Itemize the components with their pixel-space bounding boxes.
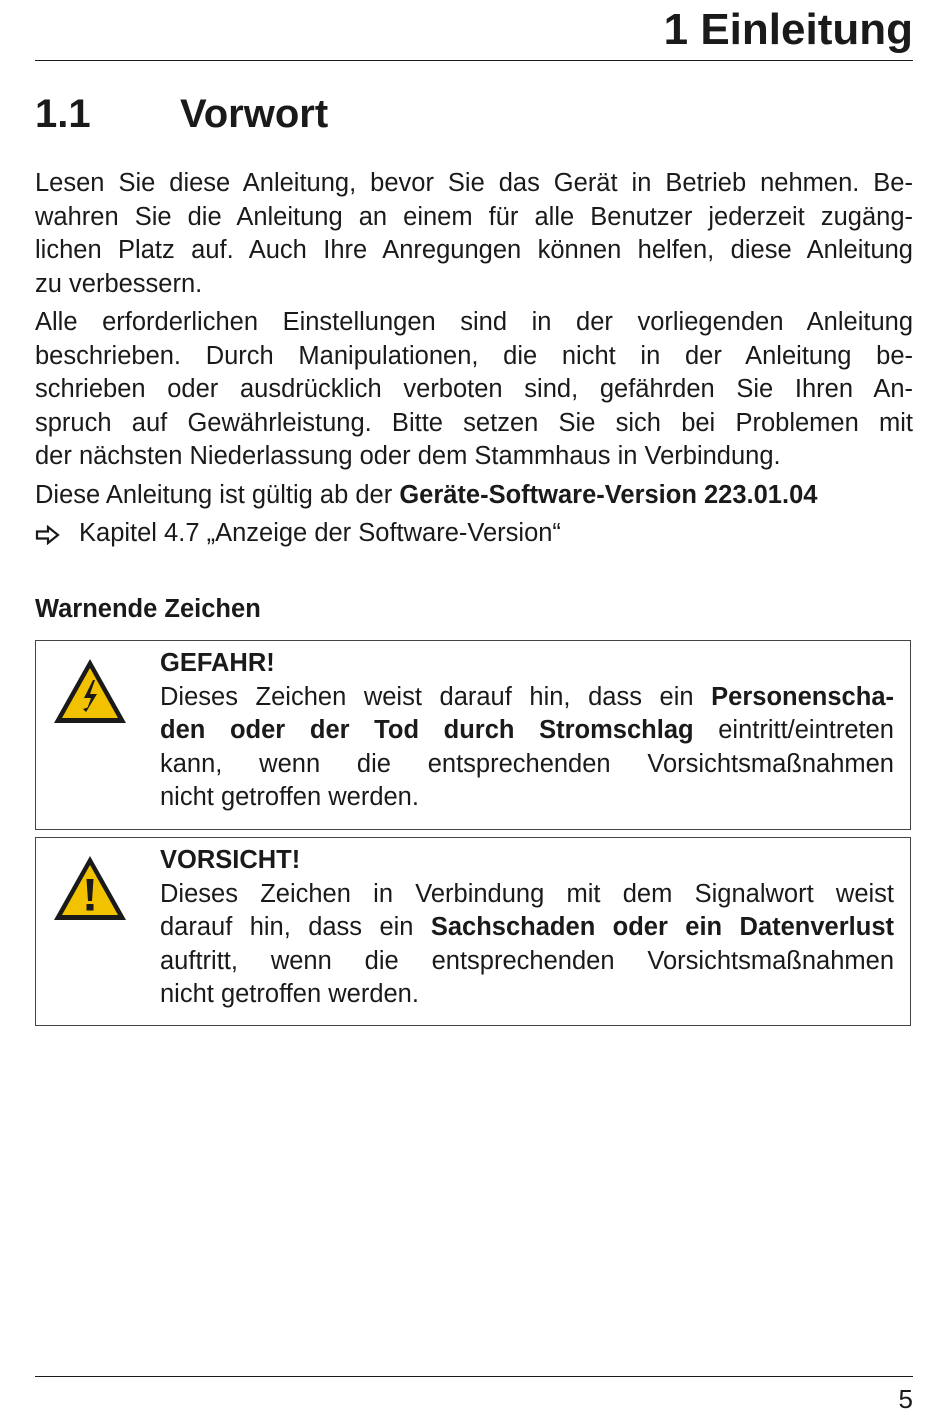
paragraph-line: Alle erforderlichen Einstellungen sind in der vorliegenden Anleitung	[35, 308, 913, 336]
caution-line-2	[160, 911, 894, 945]
paragraph-line: zu verbessern.	[35, 269, 203, 298]
caution-notice	[35, 837, 911, 1026]
footer-rule	[35, 1376, 913, 1377]
warning-signs-heading: Warnende Zeichen	[35, 594, 261, 623]
caution-line-2-bold: Sachschaden oder ein Datenverlust	[430, 913, 894, 941]
paragraph-line: der nächsten Niederlassung oder dem Stammhaus in Verbindung.	[35, 442, 781, 470]
exclamation-warning-icon	[51, 852, 129, 924]
caution-line-3: auftritt, wenn die entsprechenden Vorsichtsmaßnahmen	[160, 946, 894, 975]
danger-line-3: kann, wenn die entsprechenden Vorsichtsmaßnahmen	[160, 749, 894, 778]
caution-line-2-text: darauf hin, dass ein	[160, 913, 431, 941]
danger-title: GEFAHR!	[160, 649, 275, 677]
software-version: Geräte-Software-Version 223.01.04	[399, 480, 818, 509]
paragraph-line: lichen Platz auf. Auch Ihre Anregungen können helfen, diese Anleitung	[35, 236, 913, 264]
version-text: Diese Anleitung ist gültig ab der	[35, 480, 400, 509]
danger-line-2	[160, 714, 894, 748]
section-title: Vorwort	[180, 92, 329, 136]
danger-text	[160, 681, 894, 815]
section-heading	[35, 88, 328, 140]
caution-title: VORSICHT!	[160, 846, 301, 874]
section-number: 1.1	[35, 92, 91, 136]
intro-paragraph	[35, 167, 913, 301]
danger-line-1	[160, 681, 894, 715]
caution-text	[160, 878, 894, 1012]
paragraph-line: schrieben oder ausdrücklich verboten sind, gefährden Sie Ihren An-	[35, 375, 913, 403]
caution-line-4: nicht getroffen werden.	[160, 980, 419, 1008]
page-number: 5	[898, 1384, 913, 1414]
cross-reference-link[interactable]: Kapitel 4.7 „Anzeige der Software-Version“	[79, 519, 561, 547]
version-paragraph	[35, 479, 913, 513]
danger-line-4: nicht getroffen werden.	[160, 783, 419, 811]
document-page	[35, 0, 913, 1415]
paragraph-line: beschrieben. Durch Manipulationen, die nicht in der Anleitung be-	[35, 341, 913, 370]
arrow-right-outline-icon	[35, 521, 65, 555]
paragraph-line: Lesen Sie diese Anleitung, bevor Sie das Gerät in Betrieb nehmen. Be-	[35, 169, 913, 197]
body-text	[35, 167, 913, 1033]
cross-reference[interactable]	[35, 517, 913, 555]
chapter-title: 1 Einleitung	[663, 5, 913, 54]
danger-line-1-text: Dieses Zeichen weist darauf hin, dass ein	[160, 682, 712, 711]
paragraph-line: spruch auf Gewährleistung. Bitte setzen Sie sich bei Problemen mit	[35, 408, 913, 437]
danger-line-2-bold: den oder der Tod durch Stromschlag	[160, 716, 694, 744]
caution-line-1: Dieses Zeichen in Verbindung mit dem Signalwort weist	[160, 879, 894, 908]
danger-notice	[35, 640, 911, 830]
danger-line-1-bold: Personenscha-	[711, 682, 894, 711]
header-rule	[35, 60, 913, 61]
settings-paragraph	[35, 306, 913, 474]
electric-hazard-icon	[51, 655, 129, 727]
danger-line-2-text: eintritt/eintreten	[693, 716, 894, 744]
paragraph-line: wahren Sie die Anleitung an einem für alle Benutzer jederzeit zugäng-	[35, 202, 913, 231]
